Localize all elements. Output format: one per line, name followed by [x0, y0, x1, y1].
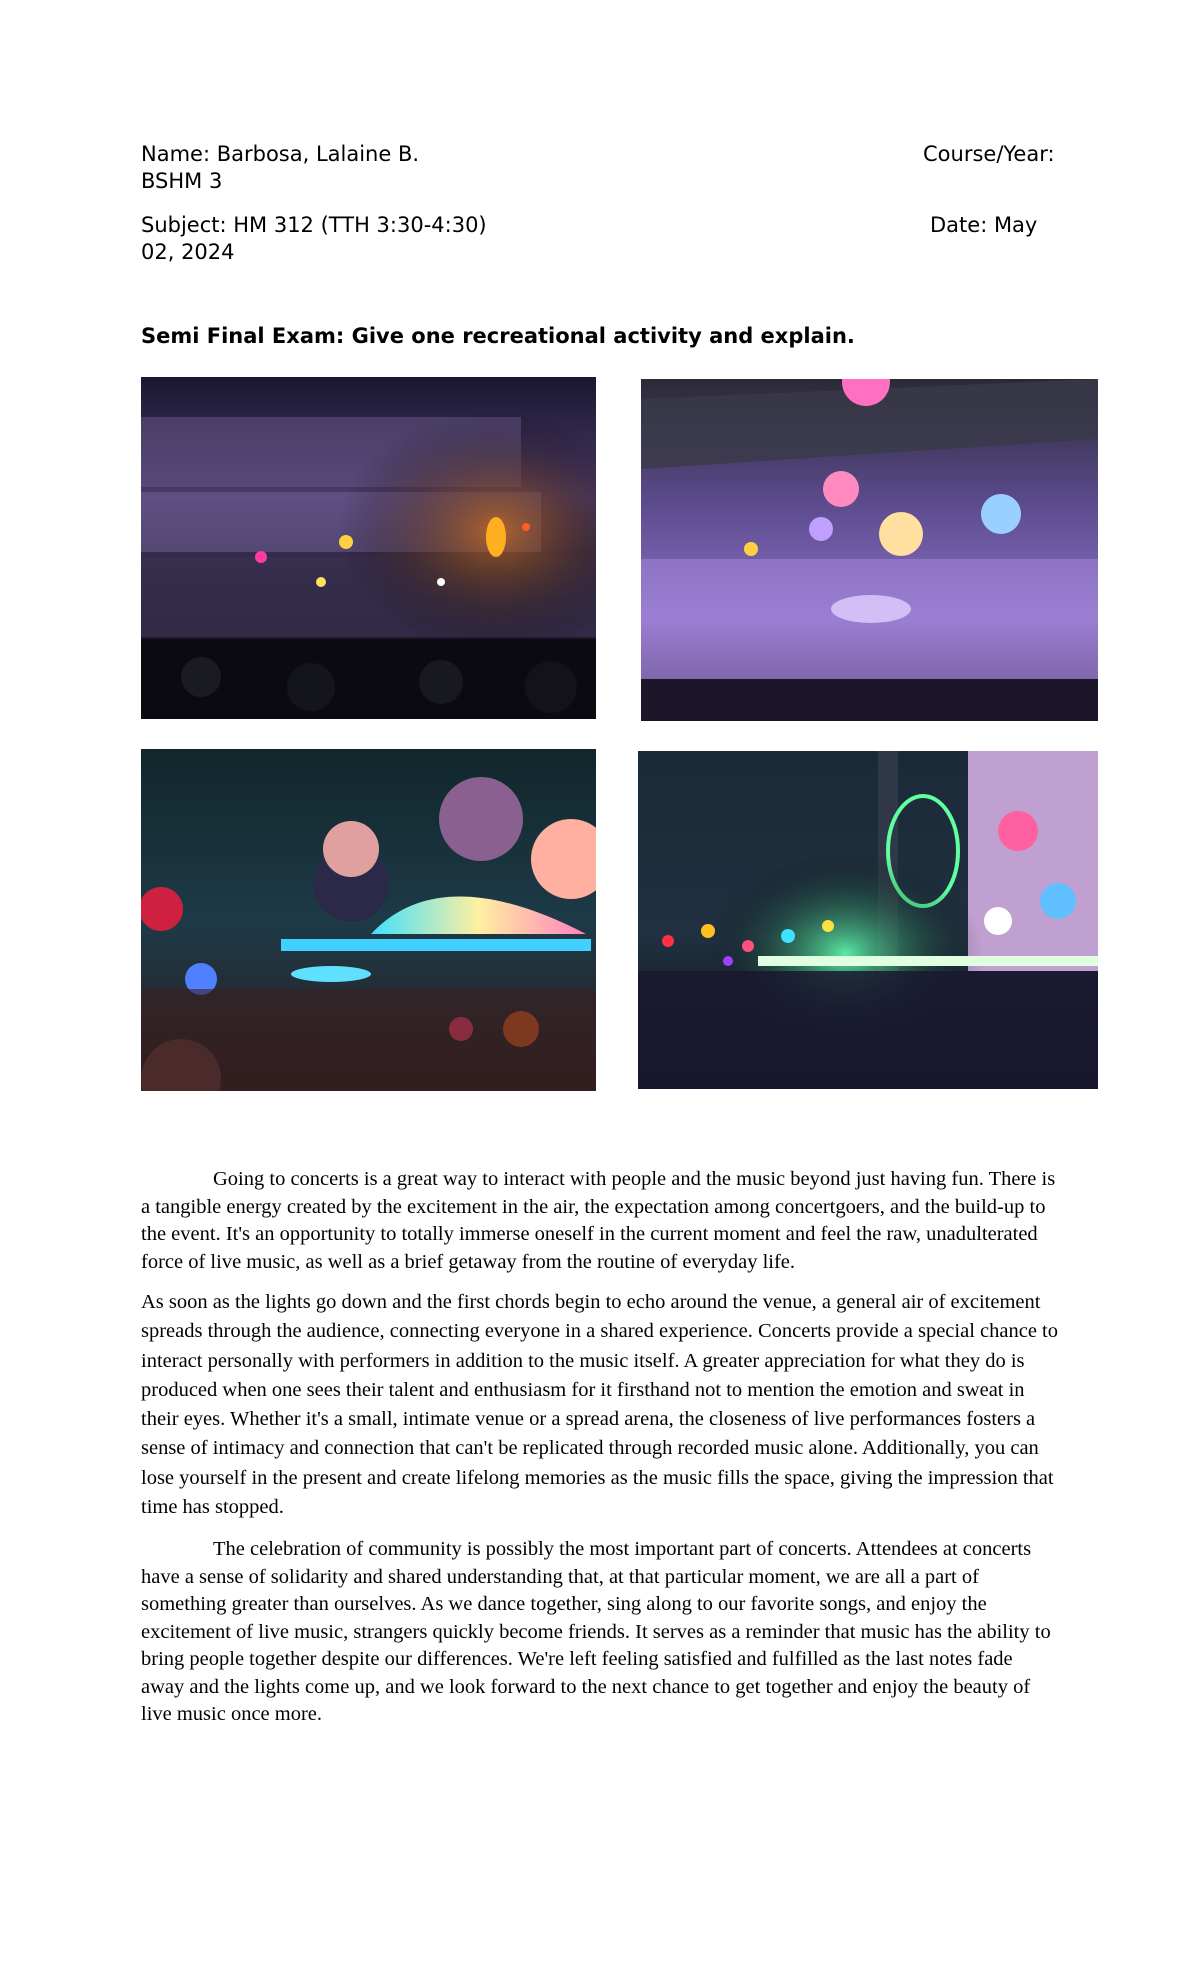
course-year-label: Course/Year:: [923, 142, 1055, 166]
concert-photo-stage-balloons: [141, 749, 596, 1091]
subject-line: Subject: HM 312 (TTH 3:30-4:30): [141, 213, 487, 237]
concert-photo-stage-led-screen: [638, 751, 1098, 1089]
concert-photo-arena-balloons: [641, 379, 1098, 721]
date-value: 02, 2024: [141, 240, 235, 264]
essay-body: [141, 1166, 1061, 1741]
paragraph-2: As soon as the lights go down and the first chords begin to echo around the venue, a general air of excitement spreads through the audience, connecting everyone in a shared experience. Concerts provide a special chance to interact personally with performers in addition to the music itself. A greater appreciation for what they do is produced when one sees their talent and enthusiasm for it firsthand not to mention the emotion and sweat in their eyes. Whether it's a small, intimate venue or a spread arena, the closeness of live performances fosters a sense of intimacy and connection that can't be replicated through recorded music alone. Additionally, you can lose yourself in the present and create lifelong memories as the music fills the space, giving the impression that time has stopped.: [141, 1291, 1058, 1519]
date-label: Date: May: [930, 213, 1038, 237]
student-name: Name: Barbosa, Lalaine B.: [141, 142, 420, 166]
paragraph-3: The celebration of community is possibly the most important part of concerts. Attendees at concerts have a sense of solidarity and shared understanding that, at that particular moment, we are all a part of something greater than ourselves. As we dance together, sing along to our favorite songs, and enjoy the excitement of live music, strangers quickly become friends. It serves as a reminder that music has the ability to bring people together despite our differences. We're left feeling satisfied and fulfilled as the last notes fade away and the lights come up, and we look forward to the next chance to get together and enjoy the beauty of live music once more.: [141, 1538, 1051, 1726]
paragraph-1: Going to concerts is a great way to interact with people and the music beyond just having fun. There is a tangible energy created by the excitement in the air, the expectation among concertgoers, and the build-up to the event. It's an opportunity to totally immerse oneself in the current moment and feel the raw, unadulterated force of live music, as well as a brief getaway from the routine of everyday life.: [141, 1168, 1056, 1273]
concert-photo-stadium-wide: [141, 377, 596, 719]
exam-title: Semi Final Exam: Give one recreational activity and explain.: [141, 324, 855, 348]
course-year-value: BSHM 3: [141, 169, 223, 193]
